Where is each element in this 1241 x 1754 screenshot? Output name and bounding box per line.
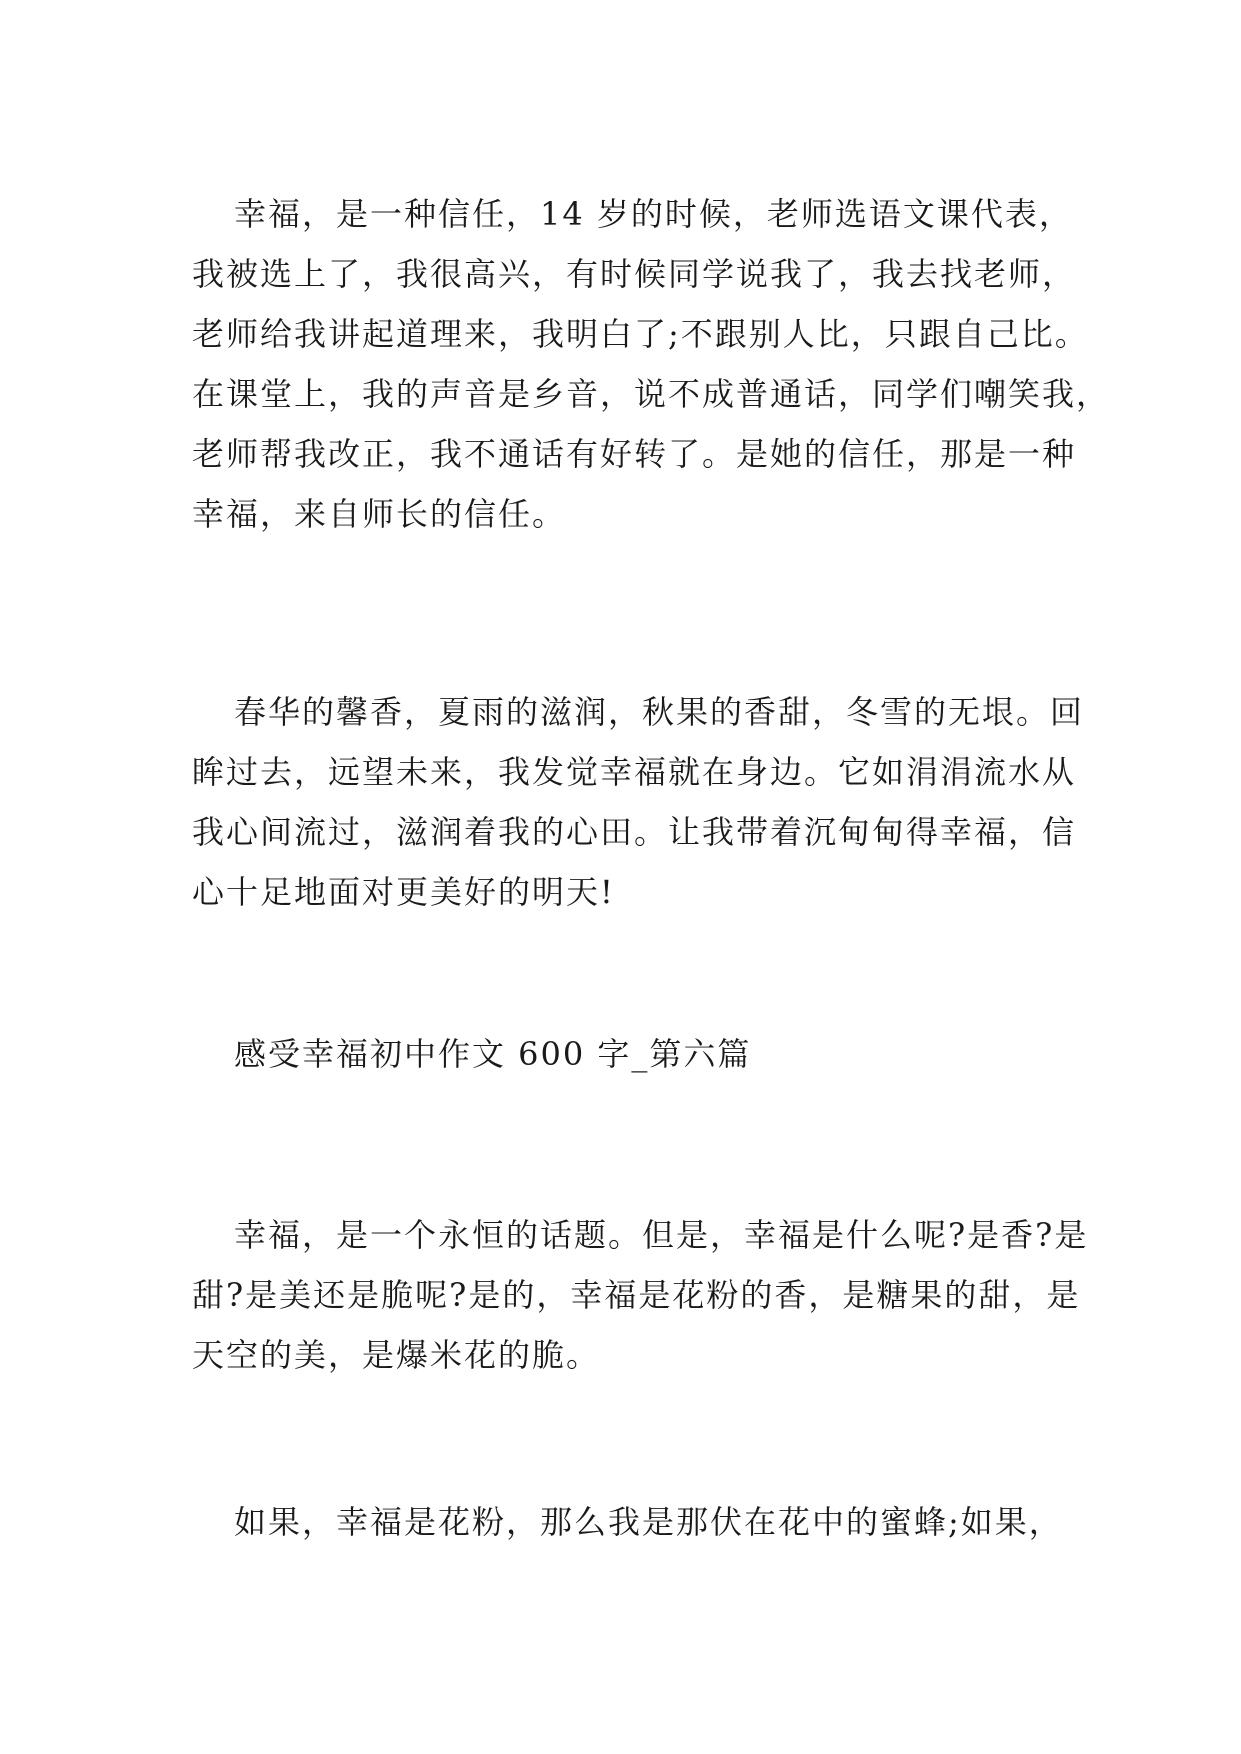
text-line: 老师给我讲起道理来，我明白了;不跟别人比，只跟自己比。 [192,315,1089,353]
text-line: 老师帮我改正，我不通话有好转了。是她的信任，那是一种 [192,435,1077,473]
paragraph-trust [192,184,1111,544]
text-line: 春华的馨香，夏雨的滋润，秋果的香甜，冬雪的无垠。回 [234,693,1085,731]
text-line: 我心间流过，滋润着我的心田。让我带着沉甸甸得幸福，信 [192,813,1077,851]
text-line: 心十足地面对更美好的明天! [192,873,615,911]
paragraph-seasons [192,682,1085,922]
text-line: 幸福，是一个永恒的话题。但是，幸福是什么呢?是香?是 [234,1216,1089,1254]
text-line: 幸福，来自师长的信任。 [192,495,567,533]
text-line: 眸过去，远望未来，我发觉幸福就在身边。它如涓涓流水从 [192,753,1077,791]
text-line: 天空的美，是爆米花的脆。 [192,1336,601,1374]
text-line: 甜?是美还是脆呢?是的，幸福是花粉的香，是糖果的甜，是 [192,1276,1081,1314]
heading-line: 感受幸福初中作文 600 字_第六篇 [234,1035,752,1073]
paragraph-happiness-topic [192,1205,1089,1385]
section-heading [192,1024,1072,1084]
paragraph-pollen [192,1492,1072,1552]
text-line: 我被选上了，我很高兴，有时候同学说我了，我去找老师， [192,255,1077,293]
text-line: 幸福，是一种信任，14 岁的时候，老师选语文课代表， [234,195,1073,233]
text-line: 在课堂上，我的声音是乡音，说不成普通话，同学们嘲笑我， [192,375,1111,413]
text-line: 如果，幸福是花粉，那么我是那伏在花中的蜜蜂;如果， [234,1503,1063,1541]
